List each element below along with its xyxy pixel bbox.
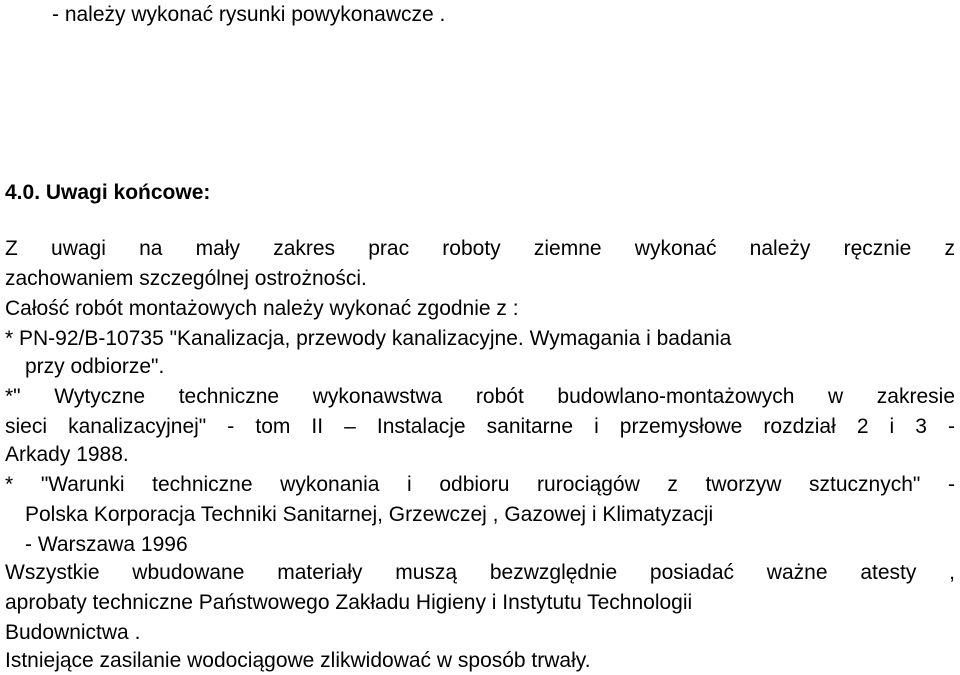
paragraph-2-intro: Całość robót montażowych należy wykonać zgodnie z : <box>5 297 519 320</box>
top-bullet-line: - należy wykonać rysunki powykonawcze . <box>52 3 446 26</box>
paragraph-4: Istniejące zasilanie wodociągowe zlikwidować w sposób trwały. <box>5 649 591 672</box>
paragraph-3-line-1: Wszystkie wbudowane materiały muszą bezwzględnie posiadać ważne atesty , <box>5 561 955 584</box>
reference-2-line-1: *" Wytyczne techniczne wykonawstwa robót budowlano-montażowych w zakresie <box>5 385 955 408</box>
paragraph-1-line-1: Z uwagi na mały zakres prac roboty ziemne wykonać należy ręcznie z <box>5 237 955 260</box>
reference-1-line-2: przy odbiorze". <box>25 355 165 378</box>
paragraph-3-line-3: Budownictwa . <box>5 621 141 644</box>
reference-2-line-3: Arkady 1988. <box>5 443 129 466</box>
reference-3-line-2: Polska Korporacja Techniki Sanitarnej, Grzewczej , Gazowej i Klimatyzacji <box>25 503 714 526</box>
reference-3-line-3: - Warszawa 1996 <box>25 533 188 556</box>
paragraph-1-line-2: zachowaniem szczególnej ostrożności. <box>5 267 367 290</box>
paragraph-3-line-2: aprobaty techniczne Państwowego Zakładu Higieny i Instytutu Technologii <box>5 591 693 614</box>
reference-2-line-2: sieci kanalizacyjnej" - tom II – Instalacje sanitarne i przemysłowe rozdział 2 i 3 - <box>5 415 955 438</box>
reference-3-line-1: * "Warunki techniczne wykonania i odbioru rurociągów z tworzyw sztucznych" - <box>5 473 955 496</box>
reference-1-line-1: * PN-92/B-10735 "Kanalizacja, przewody kanalizacyjne. Wymagania i badania <box>5 327 732 350</box>
section-heading: 4.0. Uwagi końcowe: <box>5 181 211 204</box>
